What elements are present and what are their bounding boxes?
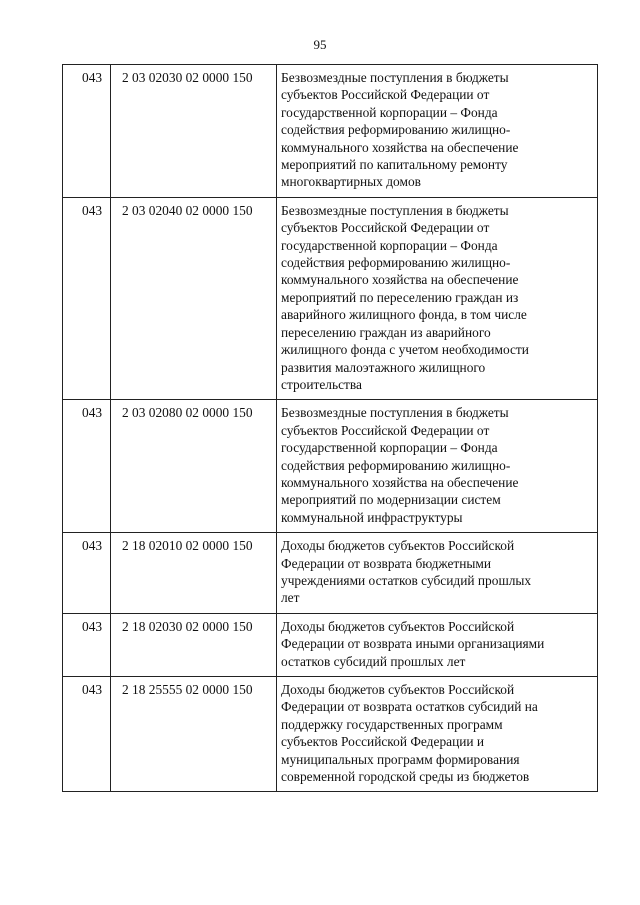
description-cell xyxy=(277,613,598,676)
description-line: субъектов Российской Федерации от xyxy=(281,422,490,438)
admin-code-cell: 043 xyxy=(63,65,111,198)
description-line: содействия реформированию жилищно- xyxy=(281,255,511,271)
page-number: 95 xyxy=(313,37,327,52)
description-line: развития малоэтажного жилищного xyxy=(281,359,486,375)
description-line: коммунальной инфраструктуры xyxy=(281,509,463,525)
description-cell xyxy=(277,533,598,614)
description-line: Безвозмездные поступления в бюджеты xyxy=(281,202,509,218)
description-line: современной городской среды из бюджетов xyxy=(281,769,530,785)
description-line: Федерации от возврата бюджетными xyxy=(281,555,492,571)
description-line: учреждениями остатков субсидий прошлых xyxy=(281,572,532,588)
description-line: поддержку государственных программ xyxy=(281,716,503,732)
description-line: содействия реформированию жилищно- xyxy=(281,122,511,138)
budget-code-cell: 2 18 25555 02 0000 150 xyxy=(111,677,277,792)
description-line: мероприятий по переселению граждан из xyxy=(281,289,519,305)
description-line: Безвозмездные поступления в бюджеты xyxy=(281,405,509,421)
admin-code-cell: 043 xyxy=(63,400,111,533)
admin-code-cell: 043 xyxy=(63,533,111,614)
description-line: субъектов Российской Федерации и xyxy=(281,734,485,750)
description-cell xyxy=(277,400,598,533)
description-line: строительства xyxy=(281,376,362,392)
admin-code-cell: 043 xyxy=(63,613,111,676)
description-line: коммунального хозяйства на обеспечение xyxy=(281,272,519,288)
table-body xyxy=(63,65,598,792)
admin-code-cell: 043 xyxy=(63,677,111,792)
description-line: переселению граждан из аварийного xyxy=(281,324,491,340)
description-line: лет xyxy=(281,590,300,606)
budget-code-cell: 2 03 02040 02 0000 150 xyxy=(111,197,277,399)
description-line: муниципальных программ формирования xyxy=(281,751,520,767)
description-cell xyxy=(277,677,598,792)
table-row xyxy=(63,533,598,614)
table-row xyxy=(63,197,598,399)
description-line: субъектов Российской Федерации от xyxy=(281,220,490,236)
description-line: Доходы бюджетов субъектов Российской xyxy=(281,682,515,697)
table-row xyxy=(63,400,598,533)
description-cell xyxy=(277,197,598,399)
budget-code-cell: 2 18 02010 02 0000 150 xyxy=(111,533,277,614)
budget-code-cell: 2 03 02080 02 0000 150 xyxy=(111,400,277,533)
description-line: субъектов Российской Федерации от xyxy=(281,87,490,103)
description-line: остатков субсидий прошлых лет xyxy=(281,653,466,669)
description-line: Безвозмездные поступления в бюджеты xyxy=(281,70,509,85)
description-line: Федерации от возврата остатков субсидий на xyxy=(281,699,538,715)
description-line: государственной корпорации – Фонда xyxy=(281,237,498,253)
description-line: мероприятий по капитальному ремонту xyxy=(281,157,508,173)
description-line: содействия реформированию жилищно- xyxy=(281,457,511,473)
description-line: Доходы бюджетов субъектов Российской xyxy=(281,618,515,634)
description-line: государственной корпорации – Фонда xyxy=(281,440,498,456)
table-row xyxy=(63,613,598,676)
budget-code-cell: 2 03 02030 02 0000 150 xyxy=(111,65,277,198)
description-line: мероприятий по модернизации систем xyxy=(281,492,501,508)
description-cell xyxy=(277,65,598,198)
description-line: Доходы бюджетов субъектов Российской xyxy=(281,538,515,554)
table-row xyxy=(63,65,598,198)
budget-revenue-table xyxy=(62,64,598,792)
description-line: жилищного фонда с учетом необходимости xyxy=(281,342,529,358)
description-line: Федерации от возврата иными организациями xyxy=(281,636,545,652)
description-line: коммунального хозяйства на обеспечение xyxy=(281,474,519,490)
description-line: аварийного жилищного фонда, в том числе xyxy=(281,307,527,323)
admin-code-cell: 043 xyxy=(63,197,111,399)
description-line: многоквартирных домов xyxy=(281,174,421,190)
budget-code-cell: 2 18 02030 02 0000 150 xyxy=(111,613,277,676)
table-row xyxy=(63,677,598,792)
description-line: государственной корпорации – Фонда xyxy=(281,104,498,120)
description-line: коммунального хозяйства на обеспечение xyxy=(281,139,519,155)
